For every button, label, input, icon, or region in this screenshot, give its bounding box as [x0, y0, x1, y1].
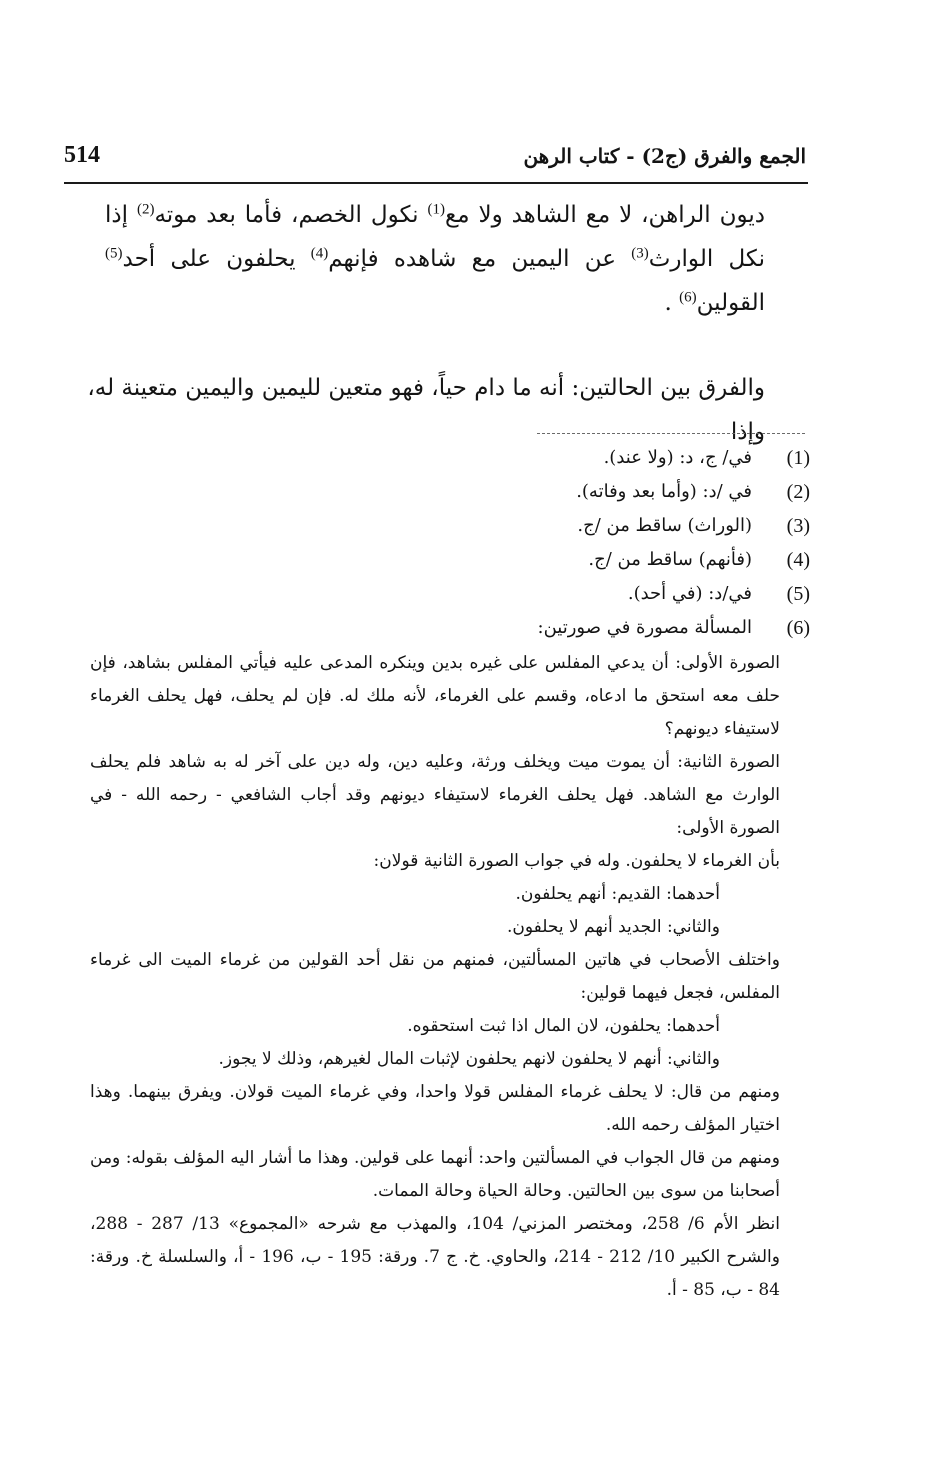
footnote-item — [90, 579, 810, 613]
text-run: القولين — [696, 290, 765, 316]
footnotes — [90, 443, 810, 1307]
footnote-item — [90, 443, 810, 477]
footnote-text: (فأنهم) ساقط من /ج. — [588, 549, 752, 570]
note-paragraph: أحدهما: يحلفون، لان المال اذا ثبت استحقوه. — [407, 1016, 720, 1036]
main-paragraph-2: والفرق بين الحالتين: أنه ما دام حياً، فهو متعين لليمين واليمين متعينة له، وإذا — [87, 375, 765, 445]
footnote-item — [90, 545, 810, 579]
text-run: نكول الخصم، فأما بعد موته — [154, 202, 419, 228]
footnote-number: (4) — [786, 549, 810, 571]
note-paragraph: والثاني: أنهم لا يحلفون لانهم يحلفون لإثبات المال لغيرهم، وذلك لا يجوز. — [218, 1049, 720, 1069]
note-paragraph: واختلف الأصحاب في هاتين المسألتين، فمنهم من نقل أحد القولين من غرماء الميت الى غرماء المفلس، فجعل فيهما قولين: — [90, 950, 780, 1003]
footnote-item — [90, 477, 810, 511]
footnote-number: (2) — [786, 481, 810, 503]
footnote-separator — [537, 433, 805, 434]
footnote-number: (3) — [786, 515, 810, 537]
page-number: 514 — [64, 142, 100, 168]
note-paragraph: انظر الأم 6/ 258، ومختصر المزني/ 104، والمهذب مع شرحه «المجموع» 13/ 287 - 288، والشرح الكبير 10/ 212 - 214، والحاوي. خ. ج 7. ورقة: 195 - ب، 196 - أ، والسلسلة خ. ورقة: 84 - ب، 85 - أ. — [90, 1214, 780, 1300]
main-paragraph-1 — [105, 193, 765, 325]
footnote-ref: (3) — [631, 245, 649, 262]
footnote-text: (الوراث) ساقط من /ج. — [577, 515, 752, 536]
footnote-text: المسألة مصورة في صورتين: — [537, 617, 752, 638]
text-run: . — [664, 290, 672, 316]
note-paragraph: الصورة الأولى: أن يدعي المفلس على غيره بدين وينكره المدعى عليه فيأتي المفلس بشاهد، فإن حلف معه استحق ما ادعاه، وقسم على الغرماء، لأنه ملك له. فإن لم يحلف، فهل يحلف الغرماء لاستيفاء ديونهم؟ — [90, 653, 780, 739]
footnote-item — [90, 613, 810, 647]
page-header — [64, 138, 806, 182]
text-run: ديون الراهن، لا مع الشاهد ولا مع — [444, 202, 766, 228]
note-paragraph: بأن الغرماء لا يحلفون. وله في جواب الصورة الثانية قولان: — [373, 851, 780, 871]
note-paragraph: ومنهم من قال: لا يحلف غرماء المفلس قولا واحدا، وفي غرماء الميت قولان. ويفرق بينهما. وهذا اختيار المؤلف رحمه الله. — [90, 1082, 780, 1135]
footnote-ref: (4) — [310, 245, 329, 262]
footnote-item — [90, 511, 810, 545]
footnote-text: في/ ج، د: (ولا عند). — [603, 447, 752, 468]
footnote-ref: (2) — [136, 201, 155, 218]
footnote-number: (5) — [786, 583, 810, 605]
footnote-ref: (6) — [679, 289, 697, 306]
note-paragraph: ومنهم من قال الجواب في المسألتين واحد: أنهما على قولين. وهذا ما أشار اليه المؤلف بقوله: ومن أصحابنا من سوى بين الحالتين. وحالة الحياة وحالة الممات. — [90, 1148, 780, 1201]
text-run: عن اليمين مع شاهده فإنهم — [328, 246, 617, 272]
footnote-text: في /د: (وأما بعد وفاته). — [576, 481, 752, 502]
footnote-6-body — [90, 647, 780, 1307]
header-rule — [64, 182, 808, 184]
text-run: يحلفون على أحد — [122, 246, 296, 272]
note-paragraph: والثاني: الجديد أنهم لا يحلفون. — [506, 917, 720, 937]
text-run: إذا نكل الوارث — [105, 202, 765, 272]
footnote-number: (1) — [786, 447, 810, 469]
note-paragraph: أحدهما: القديم: أنهم يحلفون. — [515, 884, 720, 904]
running-title: الجمع والفرق (ج2) - كتاب الرهن — [523, 144, 806, 168]
footnote-ref: (5) — [105, 245, 123, 262]
footnote-text: في/د: (في أحد). — [627, 583, 752, 604]
note-paragraph: الصورة الثانية: أن يموت ميت ويخلف ورثة، وعليه دين، وله دين على آخر له به شاهد فلم يحلف الوارث مع الشاهد. فهل يحلف الغرماء لاستيفاء ديونهم وقد أجاب الشافعي - رحمه الله - في الصورة الأولى: — [90, 752, 780, 838]
footnote-ref: (1) — [427, 201, 445, 218]
footnote-number: (6) — [786, 617, 810, 639]
